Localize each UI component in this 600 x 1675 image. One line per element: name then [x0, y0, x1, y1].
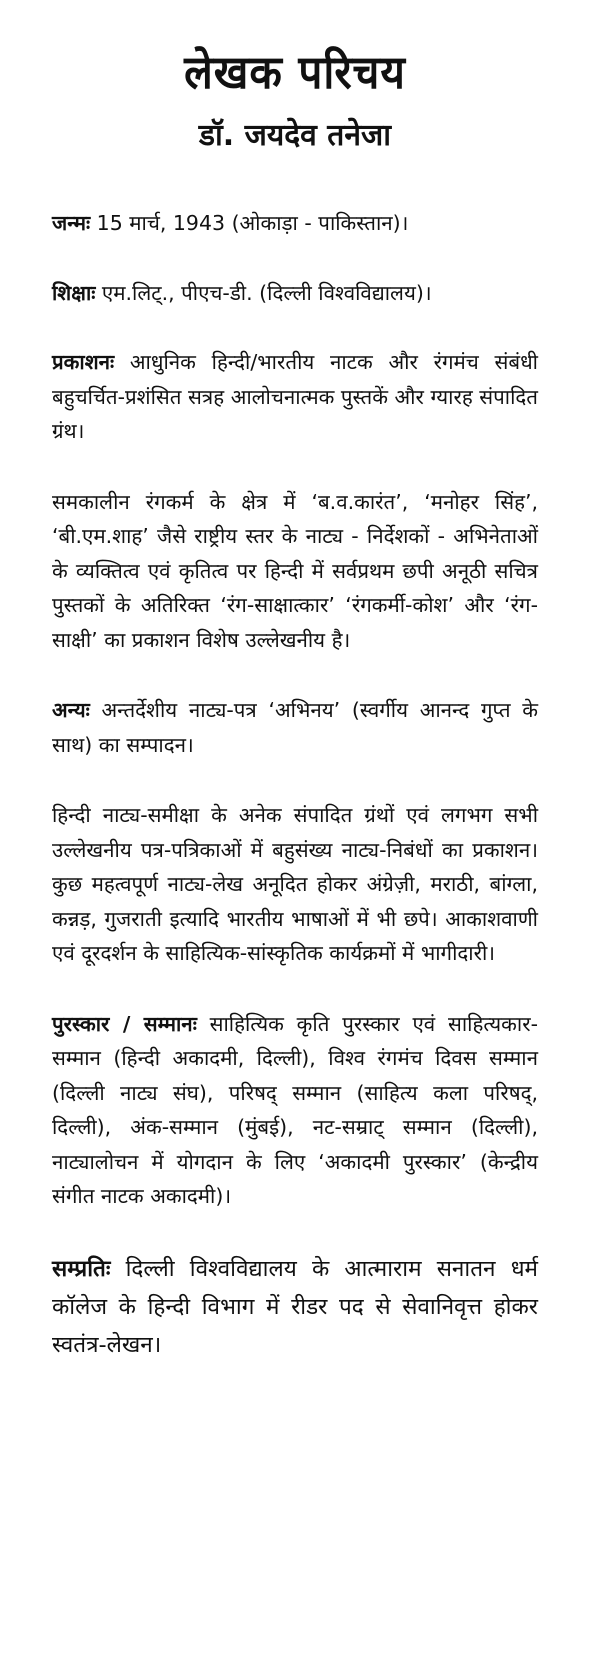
publications-text: आधुनिक हिन्दी/भारतीय नाटक और रंगमंच संबंधी बहुचर्चित-प्रशंसित सत्रह आलोचनात्मक पुस्तकें और ग्यारह संपादित ग्रंथ। — [52, 350, 538, 443]
current-status-label: सम्प्रतिः — [52, 1255, 111, 1282]
drama-criticism-text: हिन्दी नाट्य-समीक्षा के अनेक संपादित ग्रंथों एवं लगभग सभी उल्लेखनीय पत्र-पत्रिकाओं में बहुसंख्य नाट्य-निबंधों का प्रकाशन। कुछ महत्वपूर्ण नाट्य-लेख अनूदित होकर अंग्रेज़ी, मराठी, बांग्ला, कन्नड़, गुजराती इत्यादि भारतीय भाषाओं में भी छपे। आकाशवाणी एवं दूरदर्शन के साहित्यिक-सांस्कृतिक कार्यक्रमों में भागीदारी। — [52, 803, 538, 965]
birth-label: जन्मः — [52, 211, 91, 235]
education-paragraph — [52, 276, 538, 311]
author-name: डॉ. जयदेव तनेजा — [198, 118, 392, 153]
education-label: शिक्षाः — [52, 280, 96, 305]
education-text: एम.लिट्., पीएच-डी. (दिल्ली विश्वविद्यालय)। — [95, 280, 432, 305]
publications-paragraph — [52, 345, 538, 449]
birth-paragraph — [52, 206, 538, 241]
other-text: अन्तर्देशीय नाट्य-पत्र ‘अभिनय’ (स्वर्गीय आनन्द गुप्त के साथ) का सम्पादन। — [52, 698, 538, 757]
awards-label: पुरस्कार / सम्मानः — [52, 1011, 197, 1036]
contemporary-theatre-text: समकालीन रंगकर्म के क्षेत्र में ‘ब.व.कारंत’, ‘मनोहर सिंह’, ‘बी.एम.शाह’ जैसे राष्ट्रीय स्तर के नाट्य - निर्देशकों - अभिनेताओं के व्यक्तित्व एवं कृतित्व पर हिन्दी में सर्वप्रथम छपी अनूठी सचित्र पुस्तकों के अतिरिक्त ‘रंग-साक्षात्कार’ ‘रंगकर्मी-कोश’ और ‘रंग-साक्षी’ का प्रकाशन विशेष उल्लेखनीय है। — [52, 489, 538, 652]
awards-paragraph — [52, 1007, 538, 1214]
other-label: अन्यः — [52, 698, 90, 722]
current-status-text: दिल्ली विश्वविद्यालय के आत्माराम सनातन धर्म कॉलेज के हिन्दी विभाग में रीडर पद से सेवानिवृत्त होकर स्वतंत्र-लेखन। — [52, 1255, 538, 1358]
publications-label: प्रकाशनः — [52, 350, 115, 374]
other-paragraph — [52, 693, 538, 762]
awards-text: साहित्यिक कृति पुरस्कार एवं साहित्यकार-सम्मान (हिन्दी अकादमी, दिल्ली), विश्व रंगमंच दिवस सम्मान (दिल्ली नाट्य संघ), परिषद् सम्मान (साहित्य कला परिषद्, दिल्ली), अंक-सम्मान (मुंबई), नट-सम्राट् सम्मान (दिल्ली), नाट्यालोचन में योगदान के लिए ‘अकादमी पुरस्कार’ (केन्द्रीय संगीत नाटक अकादमी)। — [52, 1011, 539, 1208]
drama-criticism-paragraph — [52, 798, 538, 971]
birth-text: 15 मार्च, 1943 (ओकाड़ा - पाकिस्तान)। — [90, 211, 409, 235]
current-status-paragraph — [52, 1250, 538, 1364]
page-title: लेखक परिचय — [184, 45, 406, 99]
contemporary-theatre-paragraph — [52, 485, 538, 658]
